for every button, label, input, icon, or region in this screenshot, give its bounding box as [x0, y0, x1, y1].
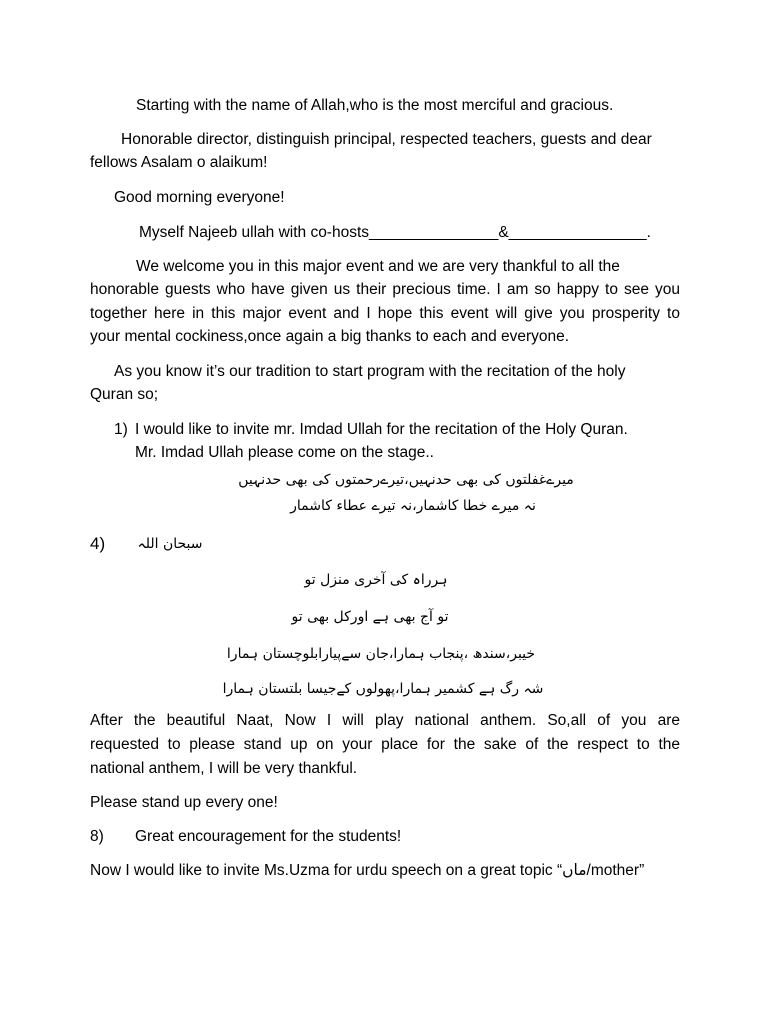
- poem-1-line-2: نہ میرے خطا کاشمار،نہ تیرے عطاء کاشمار: [290, 498, 536, 514]
- poem-1-line-1: میرےغفلتوں کی بھی حدنہیں،تیرےرحمتوں کی بھی حدنہیں: [238, 472, 574, 488]
- item-8-text: Great encouragement for the students!: [135, 828, 402, 845]
- item-1-number: 1): [114, 421, 128, 438]
- tradition-line-1: As you know it’s our tradition to start program with the recitation of the holy: [114, 363, 626, 380]
- item-4-number: 4): [90, 534, 106, 553]
- greeting-line-2: fellows Asalam o alaikum!: [90, 154, 268, 171]
- poem-2-line-3: خیبر،سندھ ،پنجاب ہمارا،جان سےپیارابلوچستان ہمارا: [226, 646, 536, 662]
- anthem-line-2: requested to please stand up on your place for the sake of the respect to the: [90, 736, 680, 753]
- opening-line: Starting with the name of Allah,who is the most merciful and gracious.: [136, 97, 614, 114]
- poem-2-line-2: تو آج بھی ہے اورکل بھی تو: [291, 609, 449, 625]
- invite-speech-line: Now I would like to invite Ms.Uzma for urdu speech on a great topic “ماں/mother”: [90, 862, 645, 879]
- greeting-line-1: Honorable director, distinguish principal, respected teachers, guests and dear: [121, 131, 652, 148]
- welcome-line-3: together here in this major event and I hope this event will give you prosperity to: [90, 305, 680, 322]
- item-4-urdu: سبحان اللہ: [137, 536, 203, 552]
- good-morning-line: Good morning everyone!: [114, 189, 285, 206]
- stand-up-line: Please stand up every one!: [90, 794, 278, 811]
- cohosts-line: Myself Najeeb ullah with co-hosts_______________&________________.: [139, 224, 651, 241]
- welcome-line-2: honorable guests who have given us their precious time. I am so happy to see you: [90, 281, 680, 298]
- anthem-line-3: national anthem, I will be very thankful.: [90, 760, 358, 777]
- anthem-line-1: After the beautiful Naat, Now I will play national anthem. So,all of you are: [90, 712, 680, 729]
- item-1-line-2: Mr. Imdad Ullah please come on the stage..: [135, 444, 434, 461]
- welcome-line-4: your mental cockiness,once again a big thanks to each and everyone.: [90, 328, 570, 345]
- poem-2-line-1: ہرراہ کی آخری منزل تو: [304, 572, 448, 588]
- poem-2-line-4: شہ رگ ہے کشمیر ہمارا،پھولوں کےجیسا بلتستان ہمارا: [222, 681, 544, 697]
- item-8-number: 8): [90, 828, 104, 845]
- item-1-line-1: I would like to invite mr. Imdad Ullah for the recitation of the Holy Quran.: [135, 421, 628, 438]
- tradition-line-2: Quran so;: [90, 386, 159, 403]
- welcome-line-1: We welcome you in this major event and we are very thankful to all the: [136, 258, 620, 275]
